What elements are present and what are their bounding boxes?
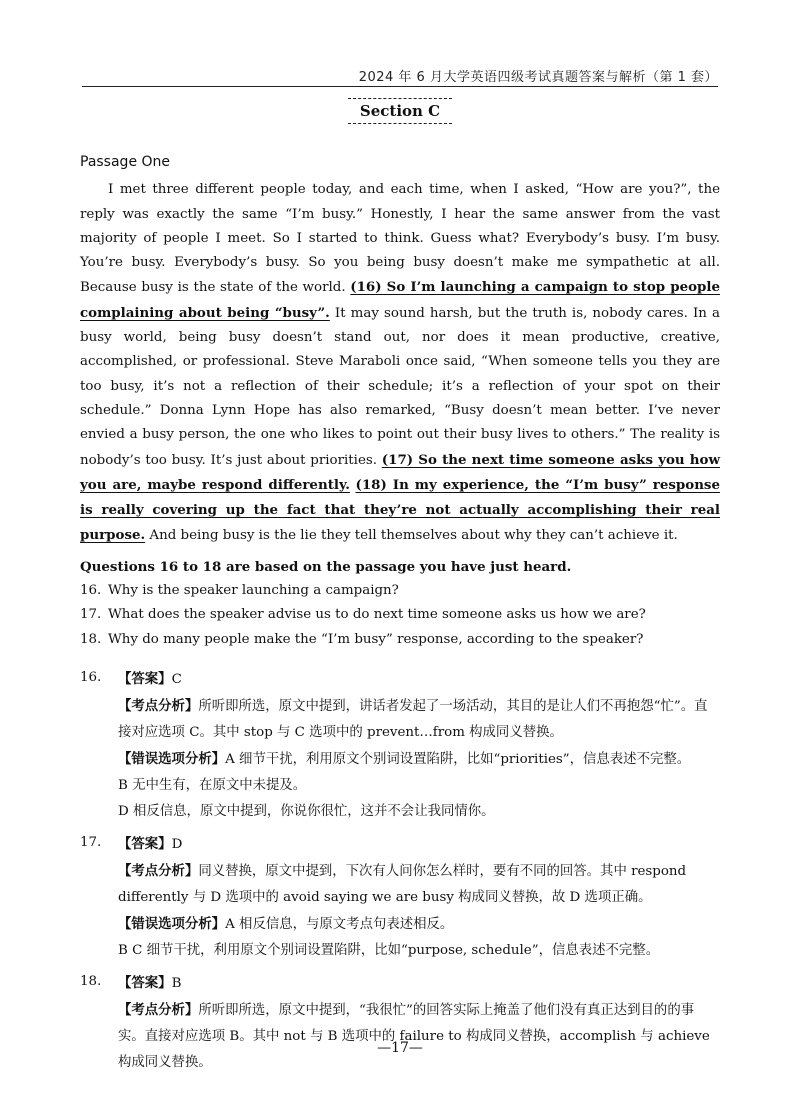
wrong-option-label: 【错误选项分析】 xyxy=(118,915,226,932)
answer-line xyxy=(118,666,720,693)
section-heading xyxy=(0,98,800,124)
page-header xyxy=(82,64,718,87)
answer-block-16 xyxy=(80,666,720,825)
answer-number: 17. xyxy=(80,834,102,850)
answer-body xyxy=(118,666,720,825)
answers-section xyxy=(80,666,720,1076)
key-sentence-18: (18) In my experience, the “I’m busy” response is really covering up the fact that they’re not actually accomplishing their real purpose. xyxy=(80,476,720,544)
answer-line xyxy=(118,970,720,997)
key-sentence-16: (16) So I’m launching a campaign to stop people complaining about being “busy”. xyxy=(80,279,720,321)
analysis-text: 同义替换，原文中提到，下次有人问你怎么样时，要有不同的回答。其中 respond differently 与 D 选项中的 avoid saying we are busy 构成同义替换，故 D 选项正确。 xyxy=(118,863,687,905)
page-content xyxy=(80,150,720,1076)
passage-segment: It may sound harsh, but the truth is, nobody cares. In a busy world, being busy doesn’t stand out, nor does it mean productive, creative, accomplished, or professional. Steve Maraboli once said, “When someone tells you they are too busy, it’s not a reflection of their schedule; it’s a reflection of your spot on their schedule.” Donna Lynn Hope has also remarked, “Busy doesn’t mean better. I’ve never envied a busy person, the one who likes to point out their busy lives to others.” The reality is nobody’s too busy. It’s just about priorities. xyxy=(80,305,720,468)
answer-line xyxy=(118,831,720,858)
wrong-option-line: B C 细节干扰，利用原文个别词设置陷阱，比如“purpose, schedule”，信息表述不完整。 xyxy=(118,942,660,958)
wrong-option-text: A 细节干扰，利用原文个别词设置陷阱，比如“priorities”，信息表述不完整。 xyxy=(225,751,691,767)
question-number: 17. xyxy=(80,607,102,623)
analysis-label: 【考点分析】 xyxy=(118,1001,199,1018)
answer-value: C xyxy=(171,671,182,687)
answer-label: 【答案】 xyxy=(118,974,172,991)
wrong-option-text: A 相反信息，与原文考点句表述相反。 xyxy=(225,916,454,932)
header-title: 2024 年 6 月大学英语四级考试真题答案与解析（第 1 套） xyxy=(358,70,718,85)
wrong-option-line: D 相反信息，原文中提到，你说你很忙，这并不会让我同情你。 xyxy=(118,803,495,819)
answer-number: 16. xyxy=(80,669,102,685)
question-item xyxy=(80,603,720,627)
question-text: Why do many people make the “I’m busy” response, according to the speaker? xyxy=(108,631,644,647)
analysis-line xyxy=(118,858,720,911)
passage-segment: I met three different people today, and each time, when I asked, “How are you?”, the reply was exactly the same “I’m busy.” Honestly, I hear the same answer from the vast majority of people I meet. So I started to think. Guess what? Everybody’s busy. I’m busy. You’re busy. Everybody’s busy. So you being busy doesn’t make me sympathetic at all. Because busy is the state of the world. xyxy=(80,182,720,296)
key-sentence-17: (17) So the next time someone asks you how you are, maybe respond differently. xyxy=(80,451,720,493)
answer-block-18 xyxy=(80,970,720,1076)
question-number: 18. xyxy=(80,631,102,647)
page-number: —17— xyxy=(377,1040,423,1056)
wrong-option-line: B 无中生有，在原文中未提及。 xyxy=(118,777,307,793)
answer-body xyxy=(118,831,720,964)
wrong-option-line xyxy=(118,911,720,938)
passage-segment: And being busy is the lie they tell themselves about why they can’t achieve it. xyxy=(145,528,678,544)
analysis-label: 【考点分析】 xyxy=(118,862,199,879)
question-item xyxy=(80,579,720,603)
passage-title: Passage One xyxy=(80,154,171,170)
answer-number: 18. xyxy=(80,973,102,989)
question-list xyxy=(80,579,720,652)
question-item xyxy=(80,628,720,652)
question-text: Why is the speaker launching a campaign? xyxy=(108,583,399,599)
wrong-option-label: 【错误选项分析】 xyxy=(118,750,226,767)
question-text: What does the speaker advise us to do next time someone asks us how we are? xyxy=(108,607,646,623)
analysis-text: 所听即所选，原文中提到，讲话者发起了一场活动，其目的是让人们不再抱怨“忙”。直接对应选项 C。其中 stop 与 C 选项中的 prevent…from 构成同义替换。 xyxy=(118,698,708,740)
passage-text xyxy=(80,178,720,548)
answer-label: 【答案】 xyxy=(118,835,172,852)
answer-value: B xyxy=(171,975,182,991)
analysis-line xyxy=(118,997,720,1076)
answer-block-17 xyxy=(80,831,720,964)
answer-label: 【答案】 xyxy=(118,670,172,687)
answer-value: D xyxy=(171,836,183,852)
section-label: Section C xyxy=(348,98,452,124)
question-number: 16. xyxy=(80,583,102,599)
analysis-label: 【考点分析】 xyxy=(118,697,199,714)
analysis-text: 所听即所选，原文中提到，“我很忙”的回答实际上掩盖了他们没有真正达到目的的事实。直接对应选项 B。其中 not 与 B 选项中的 failure to 构成同义替换，accomplish 与 achieve 构成同义替换。 xyxy=(118,1002,710,1070)
questions-heading: Questions 16 to 18 are based on the passage you have just heard. xyxy=(80,558,572,575)
answer-body xyxy=(118,970,720,1076)
wrong-option-line xyxy=(118,746,720,773)
analysis-line xyxy=(118,693,720,746)
